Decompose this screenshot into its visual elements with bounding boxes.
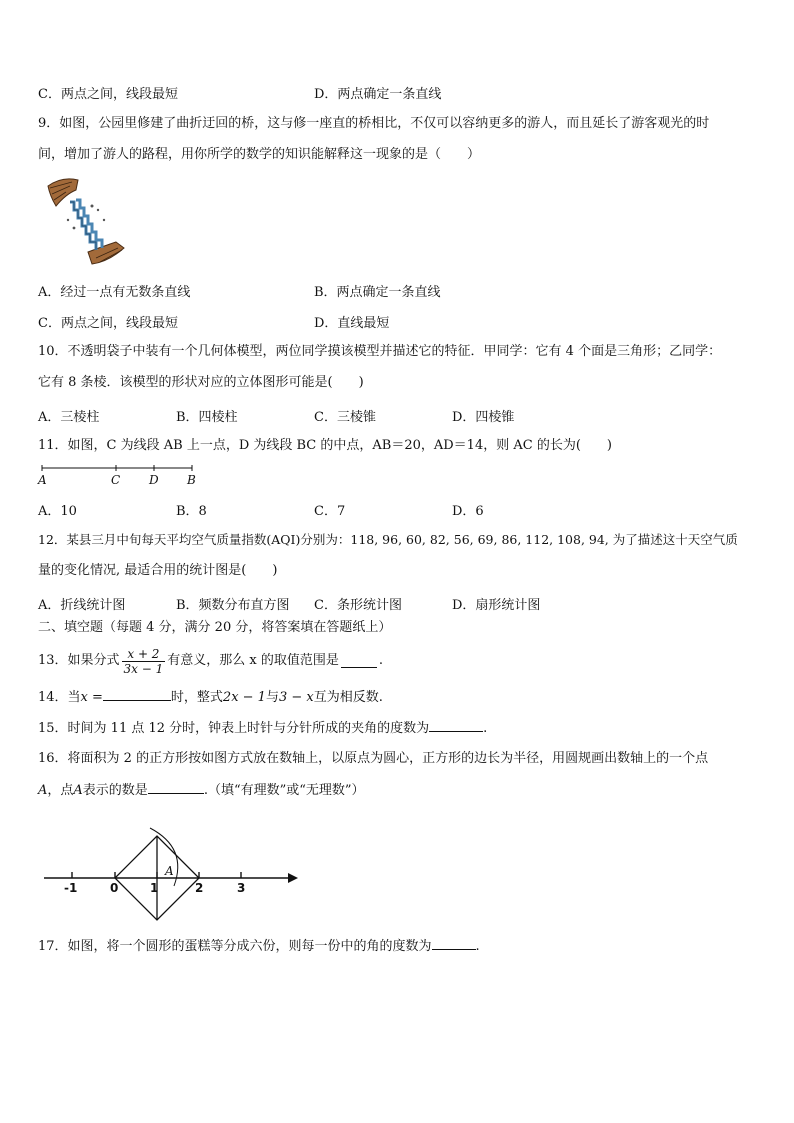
q10-option-b: B．四棱柱 [176,410,238,425]
q16-stem-line1: 16．将面积为 2 的正方形按如图方式放在数轴上，以原点为圆心，正方形的边长为半径，用圆规画出数轴上的一个点 [38,751,709,766]
point-label-d: D [149,473,159,487]
q14-prefix: 14．当 [38,690,81,705]
point-label-a: A [165,864,174,878]
q16-point-a: A [38,783,48,798]
q9-stem-line2: 间，增加了游人的路程，用你所学的数学的知识能解释这一现象的是（ ） [38,147,481,162]
q15-end: . [483,721,488,736]
q12-stem-line2: 量的变化情况, 最适合用的统计图是( ) [38,563,278,578]
q15-answer-blank[interactable] [429,719,483,732]
point-label-c: C [111,473,121,487]
point-label-a: A [38,473,47,487]
point-label-b: B [187,473,196,487]
q14-suffix: 互为相反数. [313,690,383,705]
q11-option-d: D．6 [452,504,484,519]
q10-option-a: A．三棱柱 [38,410,100,425]
q16-answer-blank[interactable] [148,781,204,794]
q12-option-c: C．条形统计图 [314,598,402,613]
q8-option-d: D．两点确定一条直线 [314,87,442,102]
axis-label-3: 3 [237,881,246,895]
q13-answer-blank[interactable] [341,655,377,668]
q14-answer-blank[interactable] [103,688,171,701]
q9-option-c: C．两点之间，线段最短 [38,316,178,331]
q13-prefix: 13．如果分式 [38,653,120,668]
q11-option-a: A．10 [38,504,77,519]
q12-option-b: B．频数分布直方图 [176,598,290,613]
q9-stem-line1: 9．如图，公园里修建了曲折迂回的桥，这与修一座直的桥相比，不仅可以容纳更多的游人，而且延长了游客观光的时 [38,116,710,131]
q13-suffix: 有意义，那么 x 的取值范围是 [167,653,339,668]
zigzag-bridge-figure [44,172,128,268]
q14-middle: 时，整式 [170,690,223,705]
q14-expr2: 3 − x [278,690,314,705]
q10-option-d: D．四棱锥 [452,410,515,425]
q8-option-c: C．两点之间，线段最短 [38,87,178,102]
axis-label-minus1: -1 [64,881,78,895]
q16-text-e: .（填“有理数”或“无理数”） [203,783,365,798]
q9-option-b: B．两点确定一条直线 [314,285,441,300]
q14-row [38,688,383,707]
q11-option-c: C．7 [314,504,346,519]
axis-label-1: 1 [150,881,159,895]
q13-end: . [378,653,384,668]
q12-option-d: D．扇形统计图 [452,598,541,613]
q11-stem: 11．如图，C 为线段 AB 上一点，D 为线段 BC 的中点，AB＝20，AD＝14，则 AC 的长为( ) [38,438,612,453]
q14-and: 与 [265,690,279,705]
q13-denominator: 3x − 1 [123,661,164,676]
q11-option-b: B．8 [176,504,207,519]
q10-option-c: C．三棱锥 [314,410,376,425]
q14-expr1: 2x − 1 [222,690,266,705]
number-line-figure [38,818,300,922]
q13-numerator: x + 2 [122,647,166,662]
q13-fraction [122,647,166,676]
q17-answer-blank[interactable] [432,937,476,950]
q12-stem-line1: 12．某县三月中旬每天平均空气质量指数(AQI)分别为：118, 96, 60, 82, 56, 69, 86, 112, 108, 94, 为了描述这十天空气质 [38,532,738,547]
q15-stem: 15．时间为 11 点 12 分时，钟表上时针与分针所成的夹角的度数为 [38,721,430,736]
q9-option-d: D．直线最短 [314,316,390,331]
q16-point-a-2: A [73,783,83,798]
axis-label-2: 2 [195,881,204,895]
q10-stem-line1: 10．不透明袋子中装有一个几何体模型，两位同学摸该模型并描述它的特征．甲同学：它有 4 个面是三角形；乙同学： [38,344,722,359]
axis-label-0: 0 [110,881,119,895]
q13-row [38,641,383,681]
q17-end: . [475,939,480,954]
q17-row [38,937,480,956]
q10-stem-line2: 它有 8 条棱．该模型的形状对应的立体图形可能是( ) [38,375,364,390]
q17-stem: 17．如图，将一个圆形的蛋糕等分成六份，则每一份中的角的度数为 [38,939,432,954]
q16-text-b: ，点 [47,783,74,798]
segment-figure [36,460,202,490]
q12-option-a: A．折线统计图 [38,598,126,613]
q14-var: x = [80,690,103,705]
q16-text-d: 表示的数是 [82,783,148,798]
q15-row [38,719,487,738]
section-heading: 二、填空题（每题 4 分，满分 20 分，将答案填在答题纸上） [38,620,392,635]
q16-stem-line2 [38,781,365,800]
q9-option-a: A．经过一点有无数条直线 [38,285,191,300]
